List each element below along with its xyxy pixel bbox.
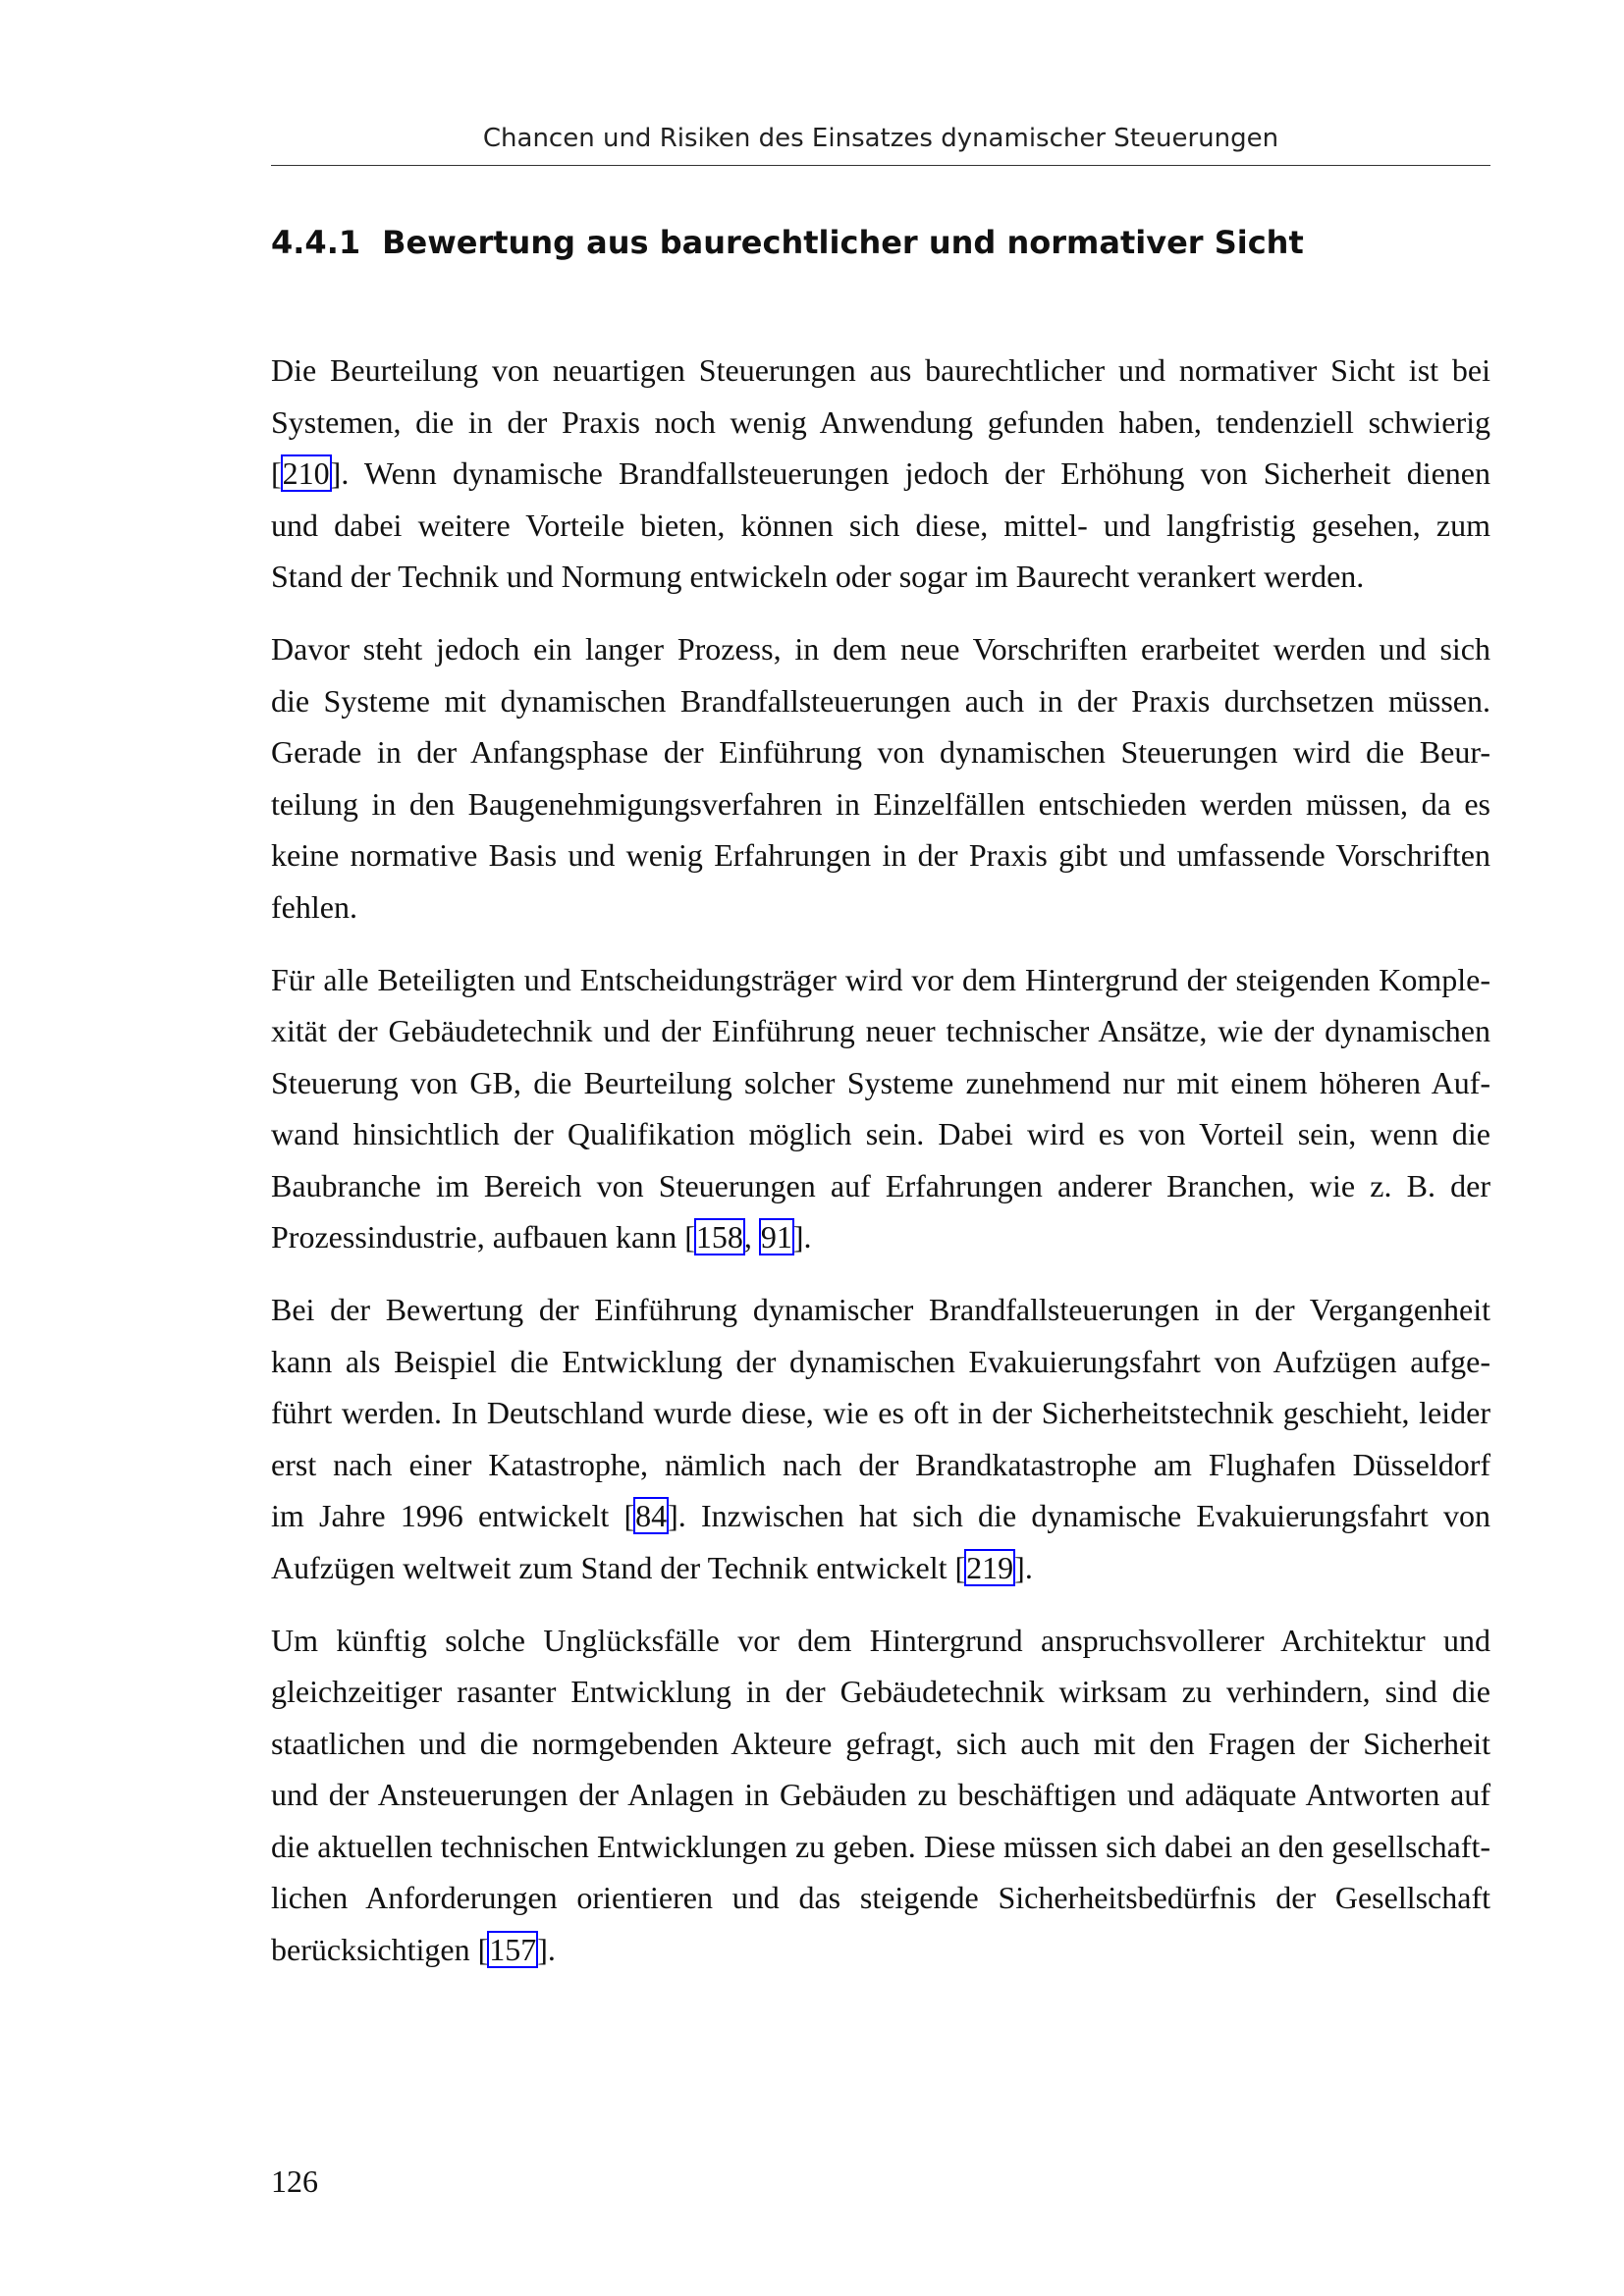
text-segment: Um künftig solche Unglücksfälle vor dem Hintergrund anspruchsvollerer Architektur und	[271, 1622, 1490, 1658]
section-title: Bewertung aus baurechtlicher und normativer Sicht	[382, 224, 1304, 261]
text-segment: Für alle Beteiligten und Entscheidungsträger wird vor dem Hintergrund der steigenden Komple-	[271, 961, 1490, 997]
text-line	[271, 551, 1490, 603]
citation-link[interactable]: 210	[282, 455, 330, 491]
text-segment: Aufzügen weltweit zum Stand der Technik entwickelt [	[271, 1549, 966, 1585]
text-segment: die Systeme mit dynamischen Brandfallsteuerungen auch in der Praxis durchsetzen müssen.	[271, 682, 1490, 719]
text-line	[271, 1769, 1490, 1821]
text-line	[271, 675, 1490, 727]
citation-link[interactable]: 91	[760, 1219, 792, 1255]
text-segment: erst nach einer Katastrophe, nämlich nach der Brandkatastrophe am Flughafen Düsseldorf	[271, 1446, 1490, 1482]
header-rule	[271, 165, 1490, 166]
citation-link[interactable]: 84	[635, 1498, 668, 1533]
running-header: Chancen und Risiken des Einsatzes dynamischer Steuerungen	[482, 124, 1279, 153]
text-line	[271, 1211, 1490, 1263]
text-segment: [	[271, 455, 282, 491]
text-line	[271, 1718, 1490, 1770]
text-line	[271, 1160, 1490, 1212]
text-segment: Gerade in der Anfangsphase der Einführung von dynamischen Steuerungen wird die Beur-	[271, 734, 1490, 770]
text-segment: teilung in den Baugenehmigungsverfahren in Einzelfällen entschieden werden müssen, da es	[271, 785, 1490, 822]
text-segment: ].	[1014, 1549, 1033, 1585]
text-segment: Bei der Bewertung der Einführung dynamischer Brandfallsteuerungen in der Vergangenheit	[271, 1292, 1490, 1327]
citation-link[interactable]: 158	[695, 1219, 743, 1255]
citation-link[interactable]: 219	[966, 1549, 1014, 1585]
text-segment: ]. Wenn dynamische Brandfallsteuerungen jedoch der Erhöhung von Sicherheit dienen	[330, 455, 1490, 491]
paragraph	[271, 1284, 1490, 1593]
text-line	[271, 1284, 1490, 1336]
text-segment: lichen Anforderungen orientieren und das steigende Sicherheitsbedürfnis der Gesellschaft	[271, 1880, 1490, 1915]
section-heading	[271, 224, 1304, 261]
text-line	[271, 1057, 1490, 1109]
text-segment: Systemen, die in der Praxis noch wenig Anwendung gefunden haben, tendenziell schwierig	[271, 403, 1490, 440]
text-line	[271, 1924, 1490, 1976]
paragraph	[271, 623, 1490, 933]
paragraph	[271, 345, 1490, 603]
text-line	[271, 345, 1490, 397]
text-line	[271, 1490, 1490, 1542]
text-segment: ]. Inzwischen hat sich die dynamische Evakuierungsfahrt von	[668, 1498, 1491, 1533]
text-segment: wand hinsichtlich der Qualifikation möglich sein. Dabei wird es von Vorteil sein, wenn die	[271, 1116, 1490, 1151]
text-segment: Steuerung von GB, die Beurteilung solcher Systeme zunehmend nur mit einem höheren Auf-	[271, 1064, 1490, 1100]
text-segment: gleichzeitiger rasanter Entwicklung in der Gebäudetechnik wirksam zu verhindern, sind die	[271, 1674, 1490, 1709]
text-line	[271, 1821, 1490, 1873]
text-segment: ,	[743, 1219, 760, 1255]
text-line	[271, 1336, 1490, 1388]
text-line	[271, 881, 1490, 934]
text-line	[271, 778, 1490, 830]
text-segment: Baubranche im Bereich von Steuerungen auf Erfahrungen anderer Branchen, wie z. B. der	[271, 1167, 1490, 1203]
text-line	[271, 726, 1490, 778]
text-line	[271, 1439, 1490, 1491]
text-line	[271, 448, 1490, 500]
text-segment: Stand der Technik und Normung entwickeln oder sogar im Baurecht verankert werden.	[271, 559, 1365, 594]
citation-link[interactable]: 157	[489, 1931, 537, 1967]
text-segment: führt werden. In Deutschland wurde diese, wie es oft in der Sicherheitstechnik geschieht, leider	[271, 1395, 1490, 1430]
text-line	[271, 623, 1490, 675]
text-segment: kann als Beispiel die Entwicklung der dynamischen Evakuierungsfahrt von Aufzügen aufge-	[271, 1343, 1490, 1379]
body-text	[271, 345, 1490, 1997]
text-line	[271, 397, 1490, 449]
text-segment: und der Ansteuerungen der Anlagen in Gebäuden zu beschäftigen und adäquate Antworten auf	[271, 1777, 1490, 1812]
section-number: 4.4.1	[271, 224, 361, 261]
text-segment: Prozessindustrie, aufbauen kann [	[271, 1219, 695, 1255]
text-segment: ].	[792, 1219, 812, 1255]
text-line	[271, 954, 1490, 1006]
text-line	[271, 1108, 1490, 1160]
text-line	[271, 1666, 1490, 1718]
text-segment: und dabei weitere Vorteile bieten, können sich diese, mittel- und langfristig gesehen, zum	[271, 507, 1490, 543]
text-line	[271, 1542, 1490, 1594]
text-line	[271, 1387, 1490, 1439]
paragraph	[271, 954, 1490, 1263]
text-segment: berücksichtigen [	[271, 1931, 489, 1967]
text-line	[271, 1005, 1490, 1057]
text-segment: fehlen.	[271, 888, 357, 925]
text-segment: ].	[537, 1931, 556, 1967]
text-segment: keine normative Basis und wenig Erfahrungen in der Praxis gibt und umfassende Vorschriften	[271, 837, 1490, 873]
text-line	[271, 1615, 1490, 1667]
text-segment: im Jahre 1996 entwickelt [	[271, 1498, 635, 1533]
text-segment: Davor steht jedoch ein langer Prozess, in dem neue Vorschriften erarbeitet werden und sich	[271, 631, 1490, 667]
text-segment: xität der Gebäudetechnik und der Einführung neuer technischer Ansätze, wie der dynamischen	[271, 1013, 1490, 1048]
text-segment: Die Beurteilung von neuartigen Steuerungen aus baurechtlicher und normativer Sicht ist bei	[271, 352, 1490, 388]
text-segment: die aktuellen technischen Entwicklungen zu geben. Diese müssen sich dabei an den gesellschaft-	[271, 1828, 1490, 1864]
paragraph	[271, 1615, 1490, 1976]
text-segment: staatlichen und die normgebenden Akteure gefragt, sich auch mit den Fragen der Sicherheit	[271, 1725, 1490, 1761]
page-number: 126	[271, 2163, 318, 2199]
text-line	[271, 500, 1490, 552]
text-line	[271, 1872, 1490, 1924]
text-line	[271, 829, 1490, 881]
